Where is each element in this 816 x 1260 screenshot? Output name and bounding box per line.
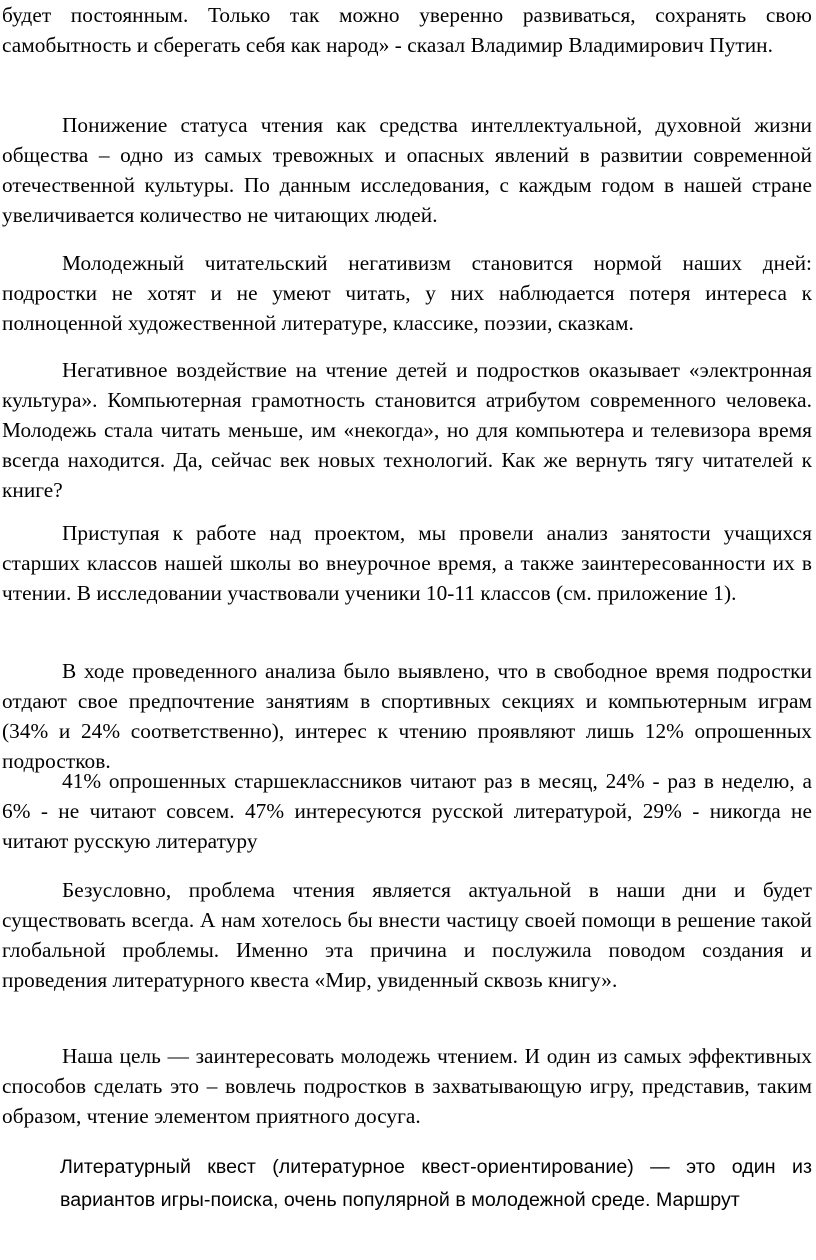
paragraph-10: Литературный квест (литературное квест-ориентирование) — это один из вариантов игры-поиска, очень популярной в молодежной среде. Маршрут <box>60 1156 812 1211</box>
paragraph-1: будет постоянным. Только так можно уверенно развиваться, сохранять свою самобытность и сберегать себя как народ» - сказал Владимир Владимирович Путин. <box>2 3 812 57</box>
paragraph-4: Негативное воздействие на чтение детей и подростков оказывает «электронная культура». Компьютерная грамотность становится атрибутом современного человека. Молодежь стала читать меньше, им «некогда», но для компьютера и телевизора время всегда находится. Да, сейчас век новых технологий. Как же вернуть тягу читателей к книге? <box>2 358 812 502</box>
paragraph-8: Безусловно, проблема чтения является актуальной в наши дни и будет существовать всегда. А нам хотелось бы внести частицу своей помощи в решение такой глобальной проблемы. Именно эта причина и послужила поводом создания и проведения литературного квеста «Мир, увиденный сквозь книгу». <box>2 878 812 992</box>
paragraph-7: 41% опрошенных старшеклассников читают раз в месяц, 24% - раз в неделю, а 6% - не читают совсем. 47% интересуются русской литературой, 29% - никогда не читают русскую литературу <box>2 769 812 853</box>
paragraph-6: В ходе проведенного анализа было выявлено, что в свободное время подростки отдают свое предпочтение занятиям в спортивных секциях и компьютерным играм (34% и 24% соответственно), интерес к чтению проявляют лишь 12% опрошенных подростков. <box>2 659 812 773</box>
paragraph-2: Понижение статуса чтения как средства интеллектуальной, духовной жизни общества – одно из самых тревожных и опасных явлений в развитии современной отечественной культуры. По данным исследования, с каждым годом в нашей стране увеличивается количество не читающих людей. <box>2 113 812 227</box>
paragraph-3: Молодежный читательский негативизм становится нормой наших дней: подростки не хотят и не умеют читать, у них наблюдается потеря интереса к полноценной художественной литературе, классике, поэзии, сказкам. <box>2 251 812 335</box>
paragraph-5: Приступая к работе над проектом, мы провели анализ занятости учащихся старших классов нашей школы во внеурочное время, а также заинтересованности их в чтении. В исследовании участвовали ученики 10-11 классов (см. приложение 1). <box>2 521 812 605</box>
paragraph-9: Наша цель — заинтересовать молодежь чтением. И один из самых эффективных способов сделать это – вовлечь подростков в захватывающую игру, представив, таким образом, чтение элементом приятного досуга. <box>2 1044 812 1128</box>
